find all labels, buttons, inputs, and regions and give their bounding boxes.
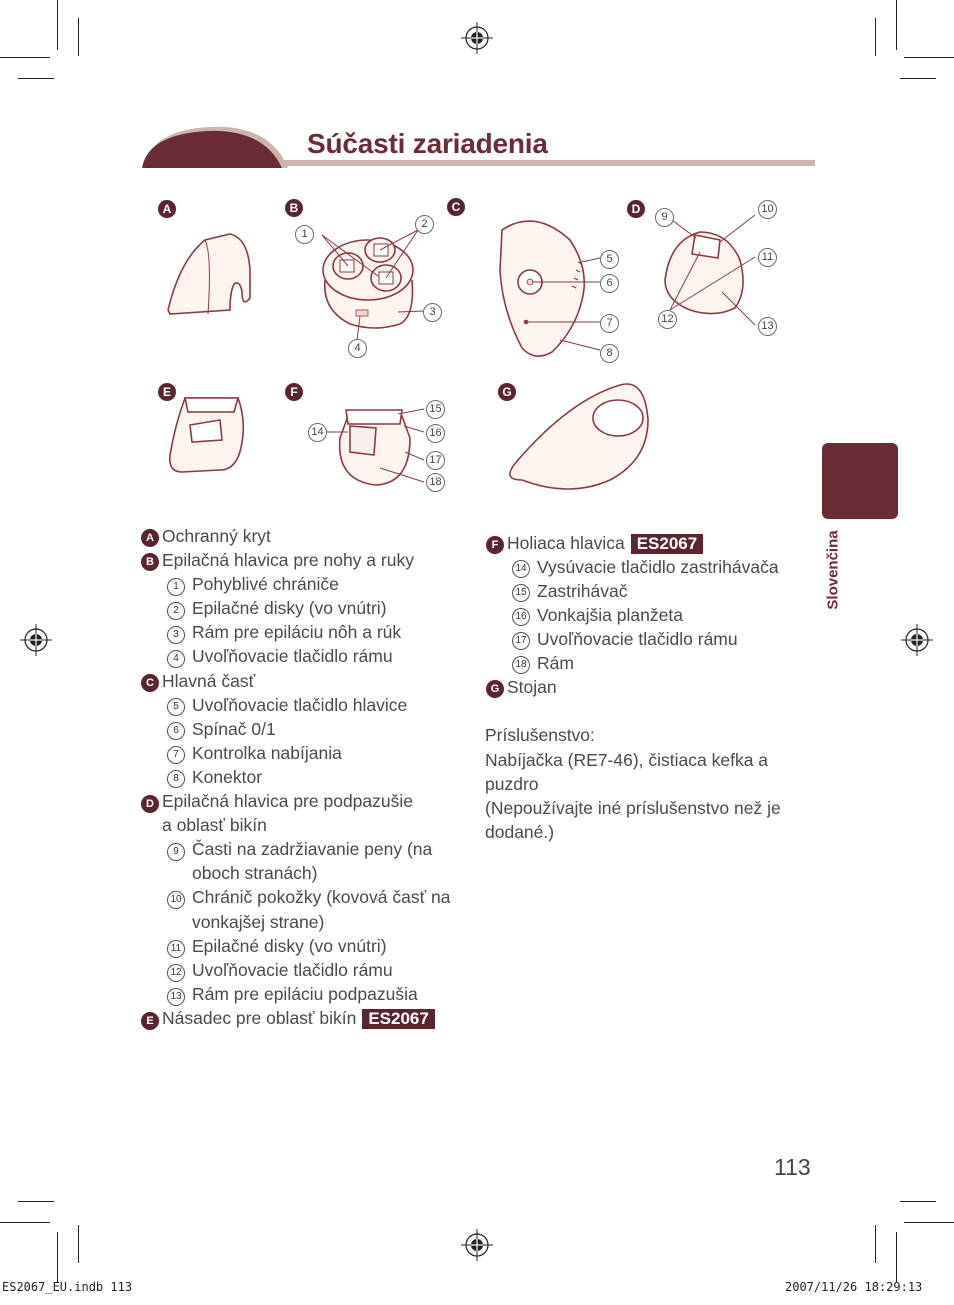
callout-13: 13: [758, 317, 777, 336]
epilating-head-legs-illustration: [323, 238, 413, 328]
language-tab-label: [822, 520, 844, 620]
registration-mark-right-icon: [901, 624, 933, 656]
list-item: Hlavná časť: [162, 671, 256, 691]
page-number: 113: [774, 1154, 811, 1180]
list-item-text: Holiaca hlavica: [507, 533, 625, 553]
bikini-attachment-illustration: [170, 398, 244, 472]
callout-17: 17: [426, 451, 445, 470]
figure-label-b: B: [285, 199, 303, 217]
list-num-6: 6: [167, 722, 185, 740]
list-item-continued: a oblasť bikín: [162, 815, 267, 835]
list-num-16: 16: [512, 608, 530, 626]
list-num-5: 5: [167, 698, 185, 716]
main-body-illustration: [500, 221, 584, 356]
list-item: Konektor: [192, 767, 263, 787]
list-num-4: 4: [167, 650, 185, 668]
callout-6: 6: [600, 274, 619, 293]
callout-2: 2: [415, 215, 434, 234]
list-item: Uvoľňovacie tlačidlo rámu: [192, 960, 393, 980]
list-num-3: 3: [167, 626, 185, 644]
list-item: Kontrolka nabíjania: [192, 743, 342, 763]
list-item: Ochranný kryt: [162, 526, 271, 546]
list-badge-g: G: [486, 680, 504, 698]
footer-file-info: ES2067_EU.indb 113: [2, 1280, 133, 1294]
callout-3: 3: [423, 303, 442, 322]
list-badge-a: A: [141, 529, 159, 547]
callout-9: 9: [655, 208, 674, 227]
callout-7: 7: [600, 314, 619, 333]
language-label-text: Slovenčina: [824, 530, 842, 610]
page-title: Súčasti zariadenia: [307, 128, 548, 159]
list-item: Pohyblivé chrániče: [192, 574, 339, 594]
language-tab: [822, 443, 898, 519]
callout-10: 10: [758, 200, 777, 219]
model-badge: ES2067: [631, 534, 704, 554]
list-item: Rám: [537, 653, 574, 673]
callout-11: 11: [758, 248, 777, 267]
list-item: Epilačné disky (vo vnútri): [192, 936, 387, 956]
list-num-18: 18: [512, 656, 530, 674]
footer-timestamp: 2007/11/26 18:29:13: [785, 1280, 923, 1294]
list-badge-b: B: [141, 553, 159, 571]
list-item-text: Násadec pre oblasť bikín: [162, 1008, 357, 1028]
callout-1: 1: [295, 225, 314, 244]
callout-8: 8: [600, 344, 619, 363]
callout-16: 16: [426, 424, 445, 443]
list-item: Časti na zadržiavanie peny (na: [192, 839, 433, 859]
list-item: Spínač 0/1: [192, 719, 276, 739]
list-item: Epilačná hlavica pre nohy a ruky: [162, 550, 414, 570]
list-item-continued: oboch stranách): [192, 863, 318, 883]
figure-label-a: A: [158, 200, 176, 218]
list-num-8: 8: [167, 770, 185, 788]
accessories-line: puzdro: [485, 774, 539, 794]
stand-illustration: [510, 384, 648, 489]
title-rule: [283, 160, 815, 166]
figure-label-d: D: [627, 200, 645, 218]
list-item: Zastrihávač: [537, 581, 628, 601]
list-num-1: 1: [167, 578, 185, 596]
list-item: Chránič pokožky (kovová časť na: [192, 887, 451, 907]
list-num-2: 2: [167, 602, 185, 620]
accessories-note: (Nepoužívajte iné príslušenstvo než je: [485, 798, 781, 818]
list-item: Uvoľňovacie tlačidlo hlavice: [192, 695, 408, 715]
list-item: [507, 533, 703, 554]
list-num-14: 14: [512, 560, 530, 578]
list-item: Uvoľňovacie tlačidlo rámu: [192, 646, 393, 666]
list-num-10: 10: [167, 891, 185, 909]
list-item: Vonkajšia planžeta: [537, 605, 683, 625]
list-item: Epilačné disky (vo vnútri): [192, 598, 387, 618]
figure-label-e: E: [158, 383, 176, 401]
list-num-13: 13: [167, 988, 185, 1006]
figure-label-g: G: [498, 383, 516, 401]
title-tab-shape: [140, 122, 290, 170]
list-num-17: 17: [512, 632, 530, 650]
list-item: Epilačná hlavica pre podpazušie: [162, 791, 413, 811]
callout-5: 5: [600, 250, 619, 269]
registration-mark-top-icon: [461, 22, 493, 54]
list-num-12: 12: [167, 964, 185, 982]
list-num-9: 9: [167, 843, 185, 861]
registration-mark-bottom-icon: [461, 1229, 493, 1261]
accessories-line: Nabíjačka (RE7-46), čistiaca kefka a: [485, 750, 769, 770]
list-item: Rám pre epiláciu nôh a rúk: [192, 622, 402, 642]
list-item: [162, 1008, 435, 1029]
list-item: Vysúvacie tlačidlo zastrihávača: [537, 557, 779, 577]
registration-mark-left-icon: [20, 624, 52, 656]
list-badge-c: C: [141, 674, 159, 692]
callout-12: 12: [658, 310, 677, 329]
accessories-heading: Príslušenstvo:: [485, 725, 595, 745]
list-badge-f: F: [486, 536, 504, 554]
model-badge: ES2067: [362, 1009, 435, 1029]
callout-14: 14: [308, 423, 327, 442]
callout-18: 18: [426, 473, 445, 492]
list-badge-d: D: [141, 795, 159, 813]
list-item: Rám pre epiláciu podpazušia: [192, 984, 418, 1004]
figure-label-c: C: [447, 198, 465, 216]
accessories-note: dodané.): [485, 822, 555, 842]
list-item-continued: vonkajšej strane): [192, 912, 325, 932]
list-item: Uvoľňovacie tlačidlo rámu: [537, 629, 738, 649]
parts-illustration: [150, 180, 830, 510]
callout-15: 15: [426, 400, 445, 419]
list-num-15: 15: [512, 584, 530, 602]
figure-label-f: F: [285, 383, 303, 401]
callout-4: 4: [348, 339, 367, 358]
list-badge-e: E: [141, 1012, 159, 1030]
list-item: Stojan: [507, 677, 557, 697]
list-num-7: 7: [167, 746, 185, 764]
list-num-11: 11: [167, 940, 185, 958]
